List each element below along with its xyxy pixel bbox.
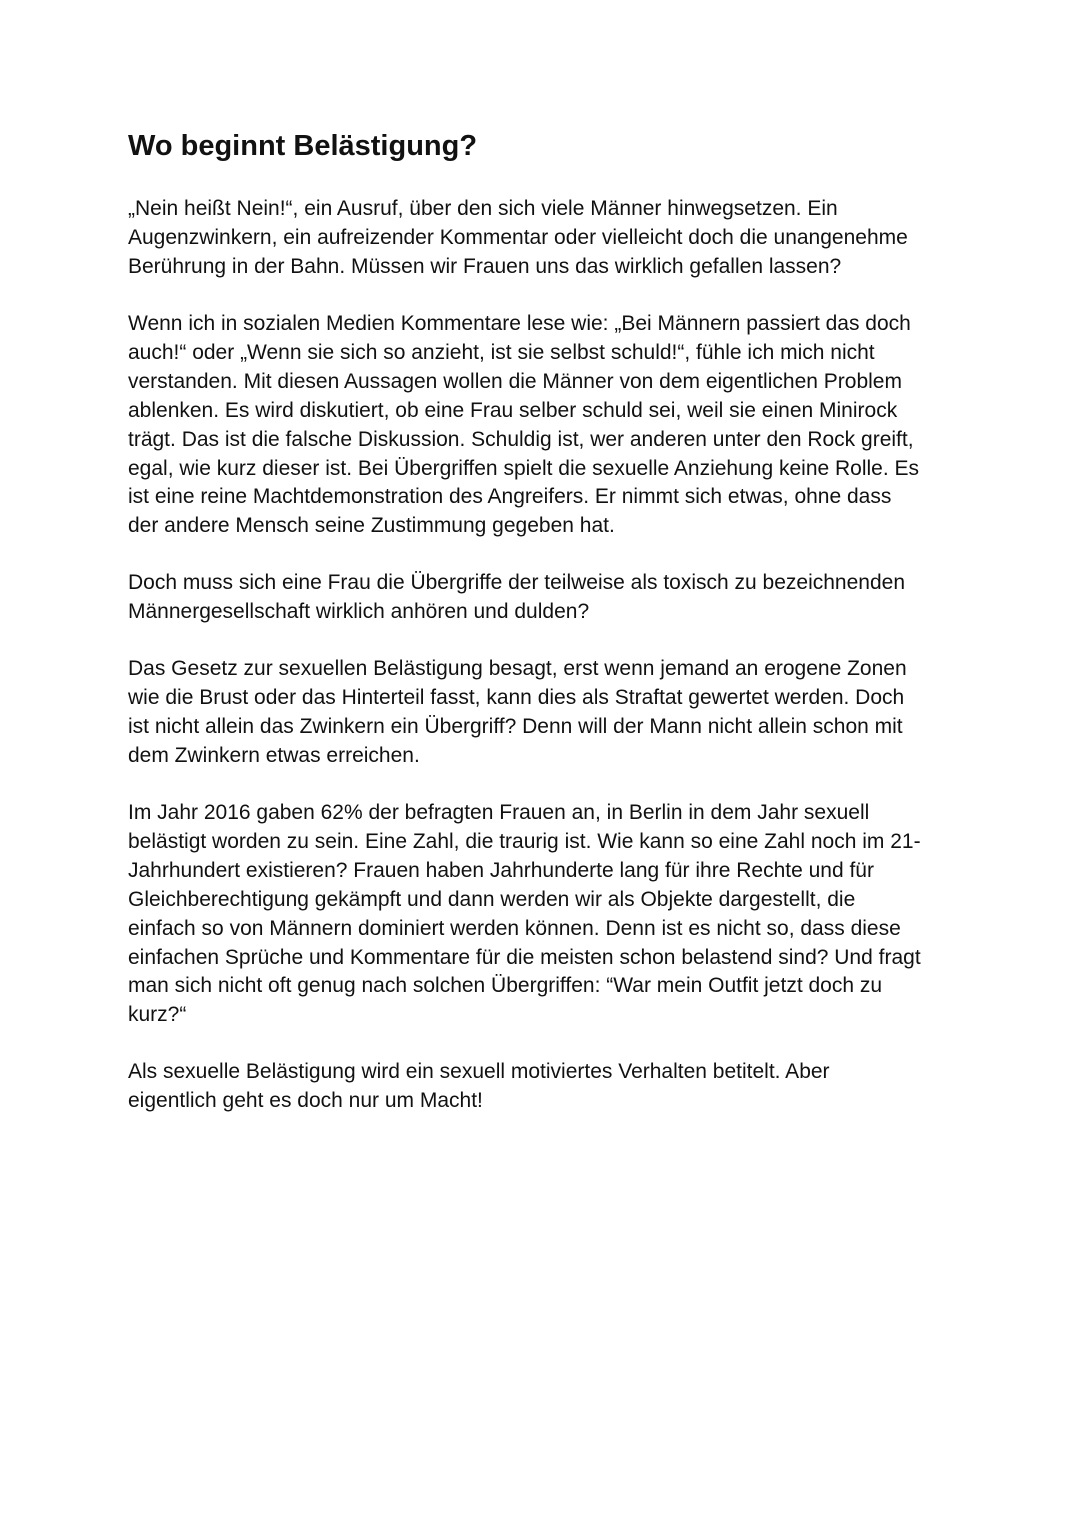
- text-line: belästigt worden zu sein. Eine Zahl, die traurig ist. Wie kann so eine Zahl noch im 21-: [128, 829, 921, 853]
- text-line: ist eine reine Machtdemonstration des Angreifers. Er nimmt sich etwas, ohne dass: [128, 485, 892, 509]
- text-line: Das Gesetz zur sexuellen Belästigung besagt, erst wenn jemand an erogene Zonen: [128, 657, 907, 680]
- text-line: „Nein heißt Nein!“, ein Ausruf, über den sich viele Männer hinwegsetzen. Ein: [128, 197, 838, 220]
- text-line: der andere Mensch seine Zustimmung gegeben hat.: [128, 514, 615, 538]
- text-line: Doch muss sich eine Frau die Übergriffe der teilweise als toxisch zu bezeichnenden: [128, 571, 906, 594]
- text-line: einfach so von Männern dominiert werden können. Denn ist es nicht so, dass diese: [128, 916, 901, 940]
- paragraph: [128, 655, 907, 771]
- text-line: dem Zwinkern etwas erreichen.: [128, 743, 420, 767]
- text-line: Männergesellschaft wirklich anhören und dulden?: [128, 599, 590, 623]
- text-line: ist nicht allein das Zwinkern ein Übergriff? Denn will der Mann nicht allein schon mit: [128, 714, 903, 738]
- document-title: Wo beginnt Belästigung?: [128, 130, 478, 162]
- text-line: egal, wie kurz dieser ist. Bei Übergriffen spielt die sexuelle Anziehung keine Rolle. Es: [128, 456, 920, 480]
- text-line: ablenken. Es wird diskutiert, ob eine Frau selber schuld sei, weil sie einen Minirock: [128, 398, 898, 422]
- text-line: Berührung in der Bahn. Müssen wir Frauen uns das wirklich gefallen lassen?: [128, 254, 842, 278]
- text-line: wie die Brust oder das Hinterteil fasst, kann dies als Straftat gewertet werden. Doch: [128, 685, 905, 709]
- paragraph: [128, 310, 919, 541]
- text-line: Wenn ich in sozialen Medien Kommentare lese wie: „Bei Männern passiert das doch: [128, 312, 911, 335]
- text-line: Als sexuelle Belästigung wird ein sexuell motiviertes Verhalten betitelt. Aber: [128, 1060, 830, 1083]
- paragraph: [128, 1058, 830, 1116]
- paragraph: [128, 195, 908, 282]
- text-line: Augenzwinkern, ein aufreizender Kommentar oder vielleicht doch die unangenehme: [128, 225, 908, 249]
- text-line: auch!“ oder „Wenn sie sich so anzieht, ist sie selbst schuld!“, fühle ich mich nicht: [128, 340, 875, 364]
- paragraph: [128, 799, 921, 1030]
- text-line: Im Jahr 2016 gaben 62% der befragten Frauen an, in Berlin in dem Jahr sexuell: [128, 801, 870, 824]
- text-line: verstanden. Mit diesen Aussagen wollen die Männer von dem eigentlichen Problem: [128, 369, 902, 393]
- text-line: eigentlich geht es doch nur um Macht!: [128, 1088, 483, 1112]
- text-line: Jahrhundert existieren? Frauen haben Jahrhunderte lang für ihre Rechte und für: [128, 858, 874, 882]
- text-line: kurz?“: [128, 1003, 187, 1027]
- text-line: man sich nicht oft genug nach solchen Übergriffen: “War mein Outfit jetzt doch zu: [128, 974, 883, 998]
- text-line: Gleichberechtigung gekämpft und dann werden wir als Objekte dargestellt, die: [128, 887, 856, 911]
- text-line: einfachen Sprüche und Kommentare für die meisten schon belastend sind? Und fragt: [128, 945, 921, 969]
- text-line: trägt. Das ist die falsche Diskussion. Schuldig ist, wer anderen unter den Rock greift,: [128, 427, 914, 451]
- paragraph: [128, 569, 905, 627]
